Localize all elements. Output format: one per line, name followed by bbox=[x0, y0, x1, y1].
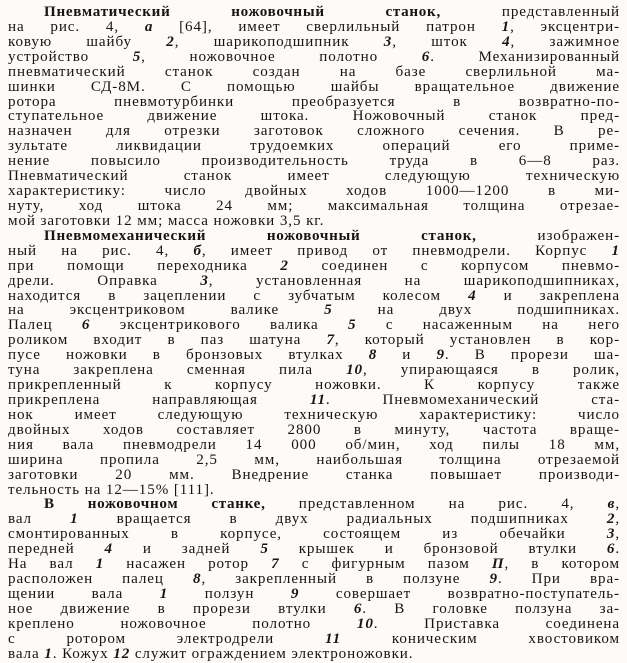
text-line: при помощи переходника 2 соединен с корпусом пневмо- bbox=[8, 258, 620, 274]
text-line: ширина пропила 2,5 мм, наибольшая толщина отрезаемой bbox=[8, 452, 620, 468]
text-line: Пневмомеханический ножовочный станок, изображен- bbox=[44, 228, 620, 244]
text-line: Пневматический ножовочный станок, представленный bbox=[44, 5, 620, 20]
text-line: двойных ходов составляет 2800 в минуту, частота враще- bbox=[8, 422, 620, 438]
text-line: нение повысило производительность труда в 6—8 раз. bbox=[8, 154, 620, 170]
text-line: характеристику: число двойных ходов 1000—1200 в ми- bbox=[8, 184, 620, 199]
text-line: мой заготовки 12 мм; масса ножовки 3,5 кг. bbox=[8, 213, 325, 229]
text-line: ный на рис. 4, б, имеет привод от пневмодрели. Корпус 1 bbox=[8, 243, 620, 259]
paragraph bbox=[8, 229, 620, 498]
text-line: ковую шайбу 2, шарикоподшипник 3, шток 4, зажимное bbox=[8, 34, 620, 50]
text-line: ния вала пневмодрели 14 000 об/мин, ход пилы 18 мм, bbox=[8, 437, 620, 453]
text-line: ное движение в прорези втулки 6. В головке ползуна за- bbox=[8, 601, 620, 617]
text-line: прикреплена направляющая 11. Пневмомеханический ста- bbox=[8, 392, 620, 408]
text-line: В ножовочном станке, представленном на рис. 4, в, bbox=[44, 497, 620, 513]
text-line: назначен для отрезки заготовок сложного сечения. В ре- bbox=[8, 124, 620, 140]
text-line: пусе ножовки в бронзовых втулках 8 и 9. В прорези ша- bbox=[8, 348, 620, 364]
text-line: тельность на 12—15% [111]. bbox=[8, 482, 215, 498]
text-line: щении вала 1 ползун 9 совершает возвратно-поступатель- bbox=[8, 586, 620, 602]
paragraph bbox=[8, 497, 620, 661]
text-line: дрели. Оправка 3, установленная на шарикоподшипниках, bbox=[8, 273, 620, 289]
text-line: на рис. 4, а [64], имеет сверлильный патрон 1, эксцентри- bbox=[8, 19, 620, 35]
text-line: на эксцентриковом валике 5 на двух подшипниках. bbox=[8, 303, 620, 319]
text-line: нуту, ход штока 24 мм; максимальная толщина отрезае- bbox=[8, 198, 620, 214]
paragraph bbox=[8, 5, 620, 229]
text-line: с ротором электродрели 11 коническим хвостовиком bbox=[8, 631, 620, 647]
text-line: креплено ножовочное полотно 10. Приставка соединена bbox=[8, 616, 620, 632]
document-text bbox=[8, 5, 620, 662]
text-line: туна закреплена сменная пила 10, упирающаяся в ролик, bbox=[8, 363, 620, 379]
text-line: нок имеет следующую техническую характеристику: число bbox=[8, 407, 620, 423]
text-line: устройство 5, ножовочное полотно 6. Механизированный bbox=[8, 49, 620, 65]
text-line: заготовки 20 мм. Внедрение станка повышает производи- bbox=[8, 467, 620, 483]
text-line: ступательное движение штока. Ножовочный станок пред- bbox=[8, 109, 620, 125]
text-line: прикрепленный к корпусу ножовки. К корпусу также bbox=[8, 378, 620, 393]
text-line: ротора пневмотурбинки преобразуется в возвратно-по- bbox=[8, 94, 620, 110]
text-line: смонтированных в корпусе, состоящем из обечайки 3, bbox=[8, 527, 620, 543]
text-line: На вал 1 насажен ротор 7 с фигурным пазом П, в котором bbox=[8, 557, 620, 573]
text-line: вала 1. Кожух 12 служит ограждением электроножовки. bbox=[8, 646, 414, 662]
text-line: шинки СД-8М. С помощью шайбы вращательное движение bbox=[8, 79, 620, 95]
text-line: Палец 6 эксцентрикового валика 5 с насаженным на него bbox=[8, 318, 620, 334]
text-line: находится в зацеплении с зубчатым колесом 4 и закреплена bbox=[8, 288, 620, 304]
text-line: расположен палец 8, закрепленный в ползуне 9. При вра- bbox=[8, 572, 620, 587]
text-line: зультате ликвидации трудоемких операций его приме- bbox=[8, 139, 620, 155]
text-line: пневматический станок создан на базе сверлильной ма- bbox=[8, 64, 620, 80]
text-line: Пневматический станок имеет следующую техническую bbox=[8, 169, 620, 185]
text-line: передней 4 и задней 5 крышек и бронзовой втулки 6. bbox=[8, 542, 620, 558]
text-line: вал 1 вращается в двух радиальных подшипниках 2, bbox=[8, 512, 620, 528]
text-line: роликом входит в паз шатуна 7, который установлен в кор- bbox=[8, 333, 620, 349]
